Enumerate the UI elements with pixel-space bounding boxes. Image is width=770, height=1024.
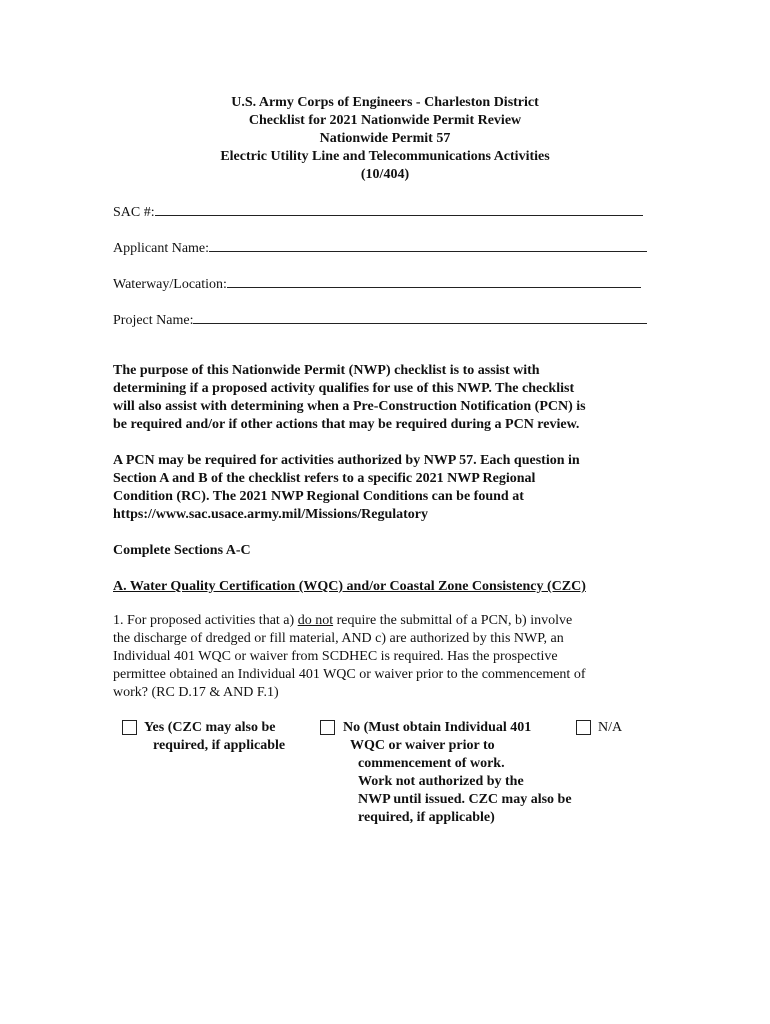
- purpose-line: will also assist with determining when a Pre-Construction Notification (PCN) is: [113, 399, 586, 414]
- no-label-line: commencement of work.: [358, 756, 505, 771]
- no-label-line: Work not authorized by the: [358, 774, 524, 789]
- no-label-line: required, if applicable): [358, 810, 495, 825]
- pcn-line: A PCN may be required for activities authorized by NWP 57. Each question in: [113, 453, 580, 468]
- waterway-field: [113, 273, 641, 294]
- question-1-line: permittee obtained an Individual 401 WQC or waiver prior to the commencement of: [113, 667, 586, 682]
- yes-label-line: required, if applicable: [153, 738, 286, 753]
- sac-field: [113, 201, 643, 222]
- no-label-line: NWP until issued. CZC may also be: [358, 792, 572, 807]
- sac-input-line[interactable]: [155, 201, 643, 216]
- waterway-label: Waterway/Location:: [113, 277, 227, 292]
- no-label-line: No (Must obtain Individual 401: [343, 720, 532, 735]
- project-input-line[interactable]: [193, 309, 647, 324]
- document-header: [0, 94, 770, 184]
- question-1-line: [113, 612, 638, 630]
- complete-sections-heading: Complete Sections A-C: [113, 543, 251, 558]
- question-1-line: Individual 401 WQC or waiver from SCDHEC is required. Has the prospective: [113, 649, 558, 664]
- no-option-label: [343, 719, 572, 827]
- purpose-line: be required and/or if other actions that may be required during a PCN review.: [113, 417, 580, 432]
- purpose-line: determining if a proposed activity qualifies for use of this NWP. The checklist: [113, 381, 575, 396]
- question-1-line: the discharge of dredged or fill material, AND c) are authorized by this NWP, an: [113, 631, 564, 646]
- project-field: [113, 309, 647, 330]
- header-permit-number: Nationwide Permit 57: [319, 131, 451, 146]
- applicant-field: [113, 237, 647, 258]
- no-checkbox[interactable]: [320, 720, 335, 735]
- no-label-line: WQC or waiver prior to: [350, 738, 495, 753]
- project-label: Project Name:: [113, 313, 194, 328]
- applicant-input-line[interactable]: [209, 237, 647, 252]
- section-a-title: A. Water Quality Certification (WQC) and/or Coastal Zone Consistency (CZC): [113, 579, 586, 594]
- applicant-label: Applicant Name:: [113, 241, 210, 256]
- pcn-paragraph: [113, 452, 633, 524]
- yes-label-line: Yes (CZC may also be: [144, 720, 276, 735]
- purpose-paragraph: [113, 362, 633, 434]
- na-checkbox[interactable]: [576, 720, 591, 735]
- question-1-text: require the submittal of a PCN, b) involve: [333, 613, 573, 628]
- question-1-text: 1. For proposed activities that a): [113, 613, 298, 628]
- header-agency: U.S. Army Corps of Engineers - Charleston District: [231, 95, 539, 110]
- purpose-line: The purpose of this Nationwide Permit (NWP) checklist is to assist with: [113, 363, 540, 378]
- regional-conditions-url: https://www.sac.usace.army.mil/Missions/Regulatory: [113, 507, 428, 522]
- yes-option-label: [144, 719, 285, 755]
- header-section-code: (10/404): [360, 167, 410, 182]
- pcn-line: Section A and B of the checklist refers to a specific 2021 NWP Regional: [113, 471, 536, 486]
- question-1-line: work? (RC D.17 & AND F.1): [113, 685, 279, 700]
- yes-checkbox[interactable]: [122, 720, 137, 735]
- header-checklist-title: Checklist for 2021 Nationwide Permit Review: [248, 113, 522, 128]
- question-1-emphasis: do not: [297, 613, 334, 628]
- pcn-line: Condition (RC). The 2021 NWP Regional Conditions can be found at: [113, 489, 524, 504]
- question-1: [113, 612, 638, 702]
- section-a-heading: [113, 578, 673, 596]
- sac-label: SAC #:: [113, 205, 155, 220]
- header-activity-type: Electric Utility Line and Telecommunications Activities: [220, 149, 550, 164]
- na-option-label: N/A: [598, 720, 623, 735]
- waterway-input-line[interactable]: [227, 273, 641, 288]
